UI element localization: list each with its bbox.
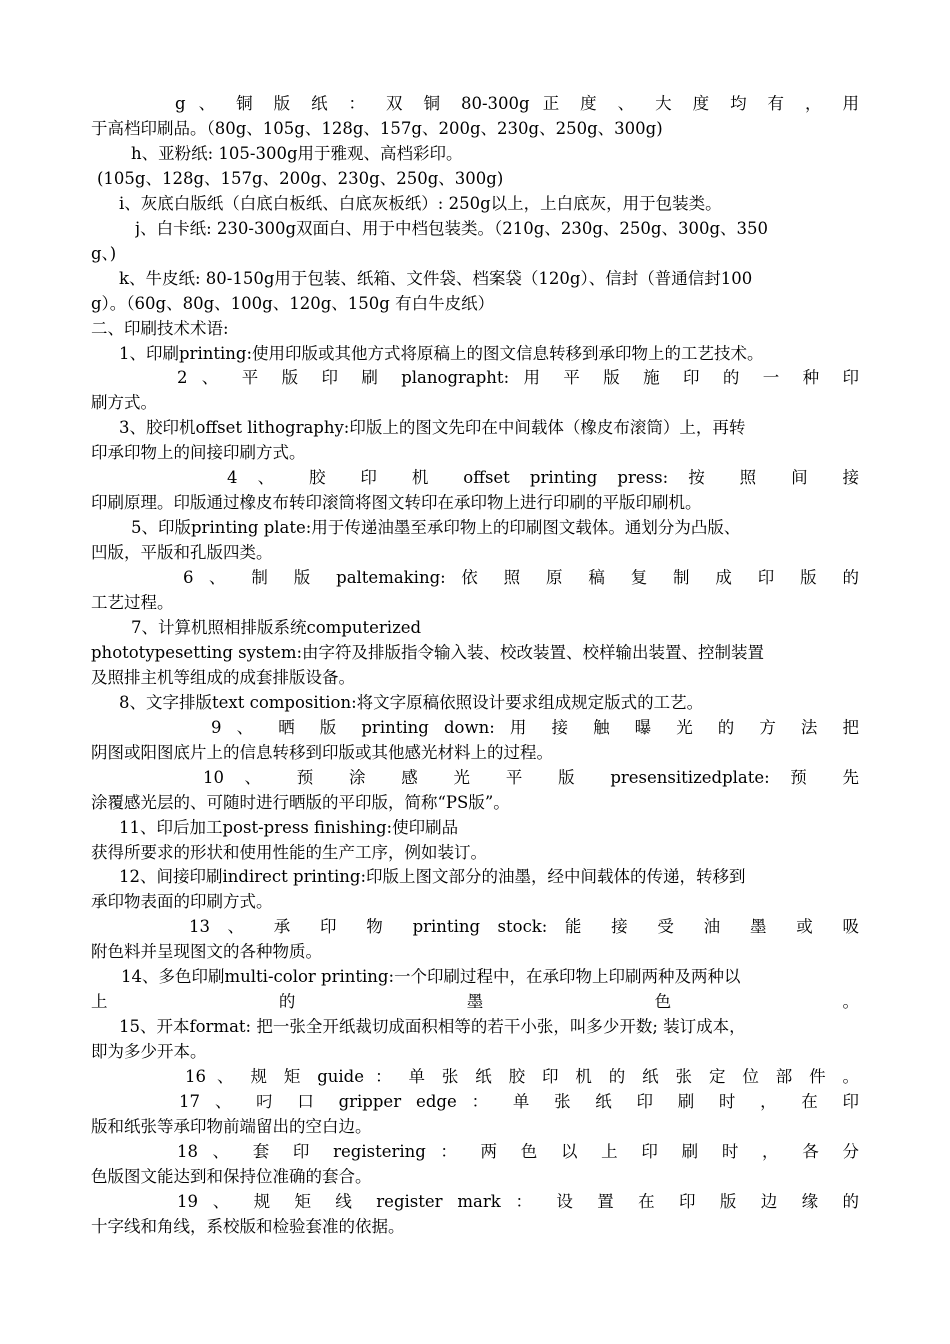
- text-line: j、白卡纸: 230-300g双面白、用于中档包装类。（210g、230g、250g、300g、350: [135, 218, 769, 238]
- text-line: 8、文字排版text composition:将文字原稿依照设计要求组成规定版式的工艺。: [119, 692, 704, 712]
- text-line: 凹版，平版和孔版四类。: [91, 543, 273, 563]
- text-line: g、): [91, 243, 117, 263]
- text-line: 11、印后加工post-press finishing:使印刷品: [119, 817, 459, 837]
- text-line: 附色料并呈现图文的各种物质。: [91, 942, 322, 962]
- text-line: g 、 铜 版 纸 ： 双 铜 80-300g 正 度 、 大 度 均 有 ， 用: [175, 94, 859, 113]
- text-line: 3、胶印机offset lithography:印版上的图文先印在中间载体（橡皮布滚筒）上，再转: [119, 418, 746, 438]
- text-line: 4 、 胶 印 机 offset printing press: 按 照 间 接: [227, 468, 859, 488]
- text-line: 1、印刷printing:使用印版或其他方式将原稿上的图文信息转移到承印物上的工艺技术。: [119, 343, 764, 363]
- text-line: k、牛皮纸: 80-150g用于包装、纸箱、文件袋、档案袋（120g）、信封（普通信封100: [119, 268, 753, 288]
- text-line: 印刷原理。印版通过橡皮布转印滚筒将图文转印在承印物上进行印刷的平版印刷机。: [91, 493, 702, 513]
- text-line: 12、间接印刷indirect printing:印版上图文部分的油墨，经中间载体的传递，转移到: [119, 867, 746, 887]
- text-line: 2 、 平 版 印 刷 planographt: 用 平 版 施 印 的 一 种 印: [177, 368, 859, 388]
- text-line: 承印物表面的印刷方式。: [91, 892, 273, 912]
- text-line: 17 、 叼 口 gripper edge ： 单 张 纸 印 刷 时 ， 在 印: [179, 1092, 859, 1111]
- text-line: 色版图文能达到和保持位准确的套合。: [91, 1166, 372, 1186]
- text-line: 7、计算机照相排版系统computerized: [131, 617, 422, 637]
- text-line: 即为多少开本。: [91, 1042, 207, 1062]
- text-line: 18 、 套 印 registering ： 两 色 以 上 印 刷 时 ， 各 分: [177, 1141, 859, 1161]
- text-line: 涂覆感光层的、可随时进行晒版的平印版，简称“PS版”。: [91, 792, 510, 812]
- text-line: h、亚粉纸: 105-300g用于雅观、高档彩印。: [131, 143, 463, 163]
- text-line: phototypesetting system:由字符及排版指令输入装、校改装置、校样输出装置、控制装置: [91, 642, 765, 662]
- text-line: 获得所要求的形状和使用性能的生产工序，例如装订。: [91, 842, 487, 862]
- text-line: 14、多色印刷multi-color printing:一个印刷过程中，在承印物上印刷两种及两种以: [121, 967, 741, 987]
- text-line: g）。（60g、80g、100g、120g、150g 有白牛皮纸）: [91, 293, 495, 313]
- text-line: 版和纸张等承印物前端留出的空白边。: [91, 1116, 372, 1136]
- text-line: 阴图或阳图底片上的信息转移到印版或其他感光材料上的过程。: [91, 742, 553, 762]
- text-line: 工艺过程。: [91, 593, 174, 612]
- text-line: 9 、 晒 版 printing down: 用 接 触 曝 光 的 方 法 把: [211, 717, 859, 737]
- text-line: 二、印刷技术术语:: [91, 318, 229, 338]
- text-line: 于高档印刷品。（80g、105g、128g、157g、200g、230g、250g、300g): [91, 118, 663, 138]
- text-line: 15、开本format: 把一张全开纸裁切成面积相等的若干小张，叫多少开数; 装订成本，: [119, 1017, 746, 1037]
- text-line: 刷方式。: [91, 393, 157, 413]
- text-line: 5、印版printing plate:用于传递油墨至承印物上的印刷图文载体。通划分为凸版、: [131, 518, 741, 538]
- text-line: (105g、128g、157g、200g、230g、250g、300g): [97, 168, 504, 188]
- text-line: 16 、 规 矩 guide ： 单 张 纸 胶 印 机 的 纸 张 定 位 部 件 。: [185, 1067, 859, 1087]
- text-line: 19 、 规 矩 线 register mark ： 设 置 在 印 版 边 缘 的: [177, 1191, 859, 1211]
- text-line: i、灰底白版纸（白底白板纸、白底灰板纸）: 250g以上，上白底灰，用于包装类。: [119, 193, 722, 213]
- text-line: 上 的 墨 色 。: [91, 992, 859, 1012]
- text-line: 印承印物上的间接印刷方式。: [91, 443, 306, 463]
- text-line: 十字线和角线，系校版和检验套准的依据。: [91, 1216, 405, 1236]
- text-line: 6 、 制 版 paltemaking: 依 照 原 稿 复 制 成 印 版 的: [183, 568, 859, 588]
- text-line: 13 、 承 印 物 printing stock: 能 接 受 油 墨 或 吸: [189, 917, 859, 937]
- text-line: 及照排主机等组成的成套排版设备。: [91, 667, 355, 687]
- text-line: 10 、 预 涂 感 光 平 版 presensitizedplate: 预 先: [203, 767, 859, 787]
